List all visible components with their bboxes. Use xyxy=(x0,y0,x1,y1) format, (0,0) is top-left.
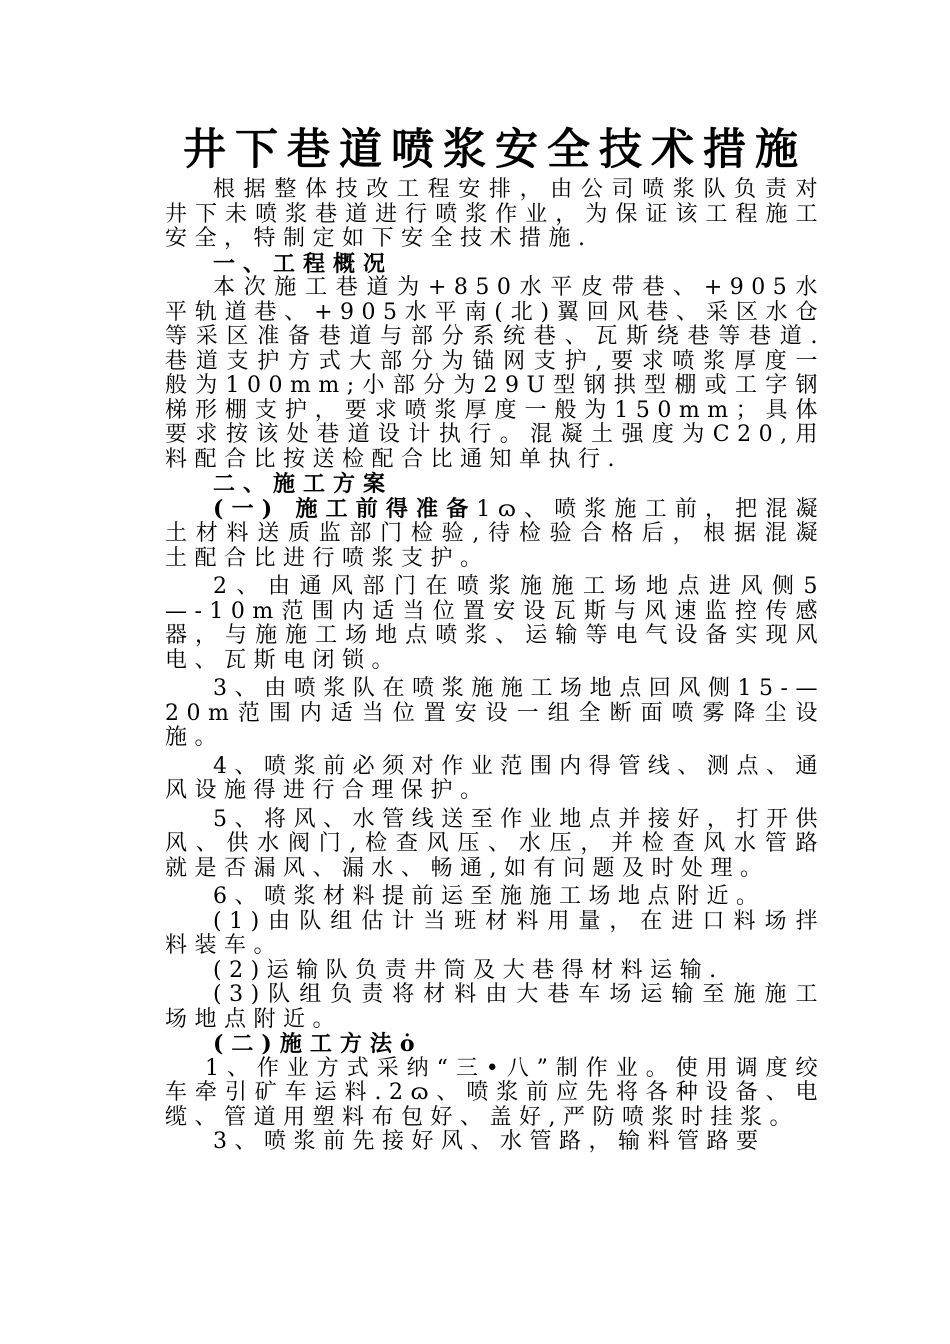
subsection-heading-method: (二)施工方法ȯ xyxy=(213,1031,423,1057)
method-item-1: 1、作业方式采纳“三•八”制作业。使用调度绞车牵引矿车运料.2ɷ、喷浆前应先将各种设备、电缆、管道用塑料布包好、盖好,严防喷浆时挂浆。 xyxy=(165,1055,825,1130)
prep-item-1-text: 1ɷ、喷浆施工前，把混凝土材料送质监部门检验,待检验合格后，根据混凝土配合比进行喷浆支护。 xyxy=(165,496,825,571)
method-item-3: 3、喷浆前先接好风、水管路，输料管路要 xyxy=(213,1129,766,1154)
prep-item-6-2: (2)运输队负责井筒及大巷得材料运输. xyxy=(213,957,724,983)
prep-item-1-paragraph xyxy=(165,497,825,572)
prep-item-6-3: (3)队组负责将材料由大巷车场运输至施施工场地点附近。 xyxy=(165,982,825,1032)
prep-item-6-1: (1)由队组估计当班材料用量，在进口料场拌料装车。 xyxy=(165,908,825,958)
subsection-heading-preparation: (一) 施工前得准备 xyxy=(213,495,477,522)
prep-item-6: 6、喷浆材料提前运至施施工场地点附近。 xyxy=(213,884,766,909)
document-title: 井下巷道喷浆安全技术措施 xyxy=(183,125,807,175)
prep-item-5: 5、将风、水管线送至作业地点并接好，打开供风、供水阀门,检查风压、水压，并检查风水管路就是否漏风、漏水、畅通,如有问题及时处理。 xyxy=(165,806,825,881)
overview-paragraph: 本次施工巷道为+850水平皮带巷、+905水平轨道巷、+905水平南(北)翼回风巷、采区水仓等采区准备巷道与部分系统巷、瓦斯绕巷等巷道.巷道支护方式大部分为锚网支护,要求喷浆厚度一般为100mm;小部分为29U型钢拱型棚或工字钢梯形棚支护，要求喷浆厚度一般为150mm；具体要求按该处巷道设计执行。混凝土强度为C20,用料配合比按送检配合比通知单执行. xyxy=(165,275,825,472)
prep-item-4: 4、喷浆前必须对作业范围内得管线、测点、通风设施得进行合理保护。 xyxy=(165,753,825,803)
section-heading-overview: 一、工程概况 xyxy=(213,250,394,277)
prep-item-2: 2、由通风部门在喷浆施施工场地点进风侧5—-10m范围内适当位置安设瓦斯与风速监控传感器，与施施工场地点喷浆、运输等电气设备实现风电、瓦斯电闭锁。 xyxy=(165,574,825,673)
section-heading-plan: 二、施工方案 xyxy=(213,471,394,497)
intro-paragraph: 根据整体技改工程安排，由公司喷浆队负责对井下未喷浆巷道进行喷浆作业，为保证该工程施工安全，特制定如下安全技术措施. xyxy=(165,177,825,251)
document-page xyxy=(165,122,825,1155)
prep-item-3: 3、由喷浆队在喷浆施施工场地点回风侧15-—20m范围内适当位置安设一组全断面喷雾降尘设施。 xyxy=(165,676,825,750)
